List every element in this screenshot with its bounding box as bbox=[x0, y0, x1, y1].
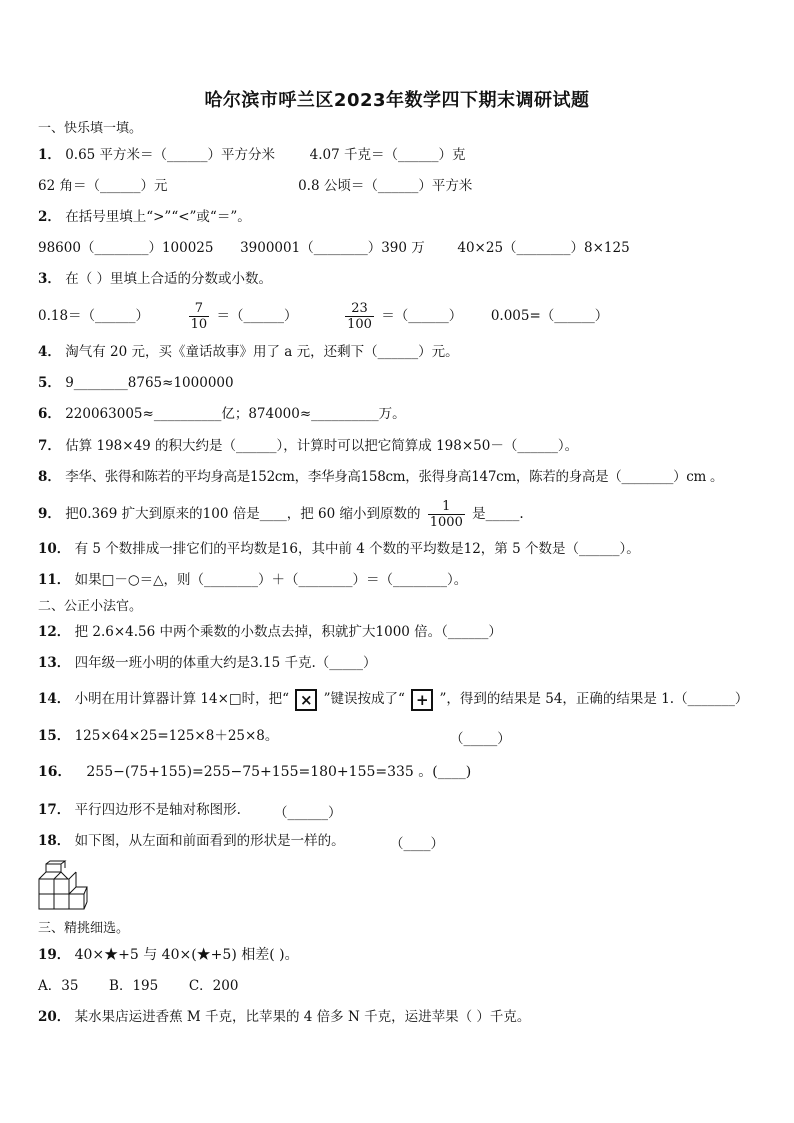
question-number: 1． bbox=[38, 147, 61, 163]
question-12-text: 把 2.6×4.56 中两个乘数的小数点去掉，积就扩大1000 倍。（______） bbox=[74, 624, 502, 640]
fraction-denominator: 10 bbox=[190, 317, 208, 332]
fraction-denominator: 1000 bbox=[429, 515, 463, 530]
question-1-part-d: 0.8 公顷＝（______）平方米 bbox=[298, 178, 473, 194]
question-number: 14． bbox=[38, 691, 71, 707]
question-5-text: 9________8765≈1000000 bbox=[65, 375, 234, 391]
fraction-numerator: 23 bbox=[351, 301, 368, 316]
question-17 bbox=[38, 801, 241, 819]
question-12 bbox=[38, 623, 502, 641]
question-2-text: 在括号里填上“>”“<”或“＝”。 bbox=[65, 209, 251, 225]
page-title: 哈尔滨市呼兰区2023年数学四下期末调研试题 bbox=[204, 90, 590, 111]
question-4-text: 淘气有 20 元，买《童话故事》用了 a 元，还剩下（______）元。 bbox=[65, 344, 459, 360]
question-20 bbox=[38, 1008, 530, 1026]
question-2-item-c: 40×25（________）8×125 bbox=[457, 240, 630, 256]
question-10-text: 有 5 个数排成一排它们的平均数是16，其中前 4 个数的平均数是12，第 5 个数是（______）。 bbox=[74, 541, 640, 557]
question-3-item-d: 0.005=（______） bbox=[490, 308, 609, 324]
question-3-item-c: ＝（______） bbox=[381, 308, 463, 324]
question-17-answer-blank: （______） bbox=[274, 805, 342, 821]
fraction-numerator: 1 bbox=[442, 499, 451, 514]
question-13 bbox=[38, 654, 376, 672]
question-2-item-b: 3900001（________）390 万 bbox=[240, 240, 425, 256]
question-14-part-b: ”键误按成了“ bbox=[323, 691, 405, 707]
question-5 bbox=[38, 374, 234, 392]
question-3-text: 在（ ）里填上合适的分数或小数。 bbox=[65, 271, 272, 287]
question-18-answer-blank: （____） bbox=[390, 836, 444, 852]
question-number: 3． bbox=[38, 271, 61, 287]
question-2-items bbox=[38, 239, 630, 257]
question-8-text: 李华、张得和陈若的平均身高是152cm，李华身高158cm，张得身高147cm，陈若的身高是（________）cm 。 bbox=[65, 469, 724, 485]
question-number: 10． bbox=[38, 541, 71, 557]
question-4 bbox=[38, 343, 459, 361]
fraction-23-100 bbox=[345, 301, 374, 332]
fraction-7-10 bbox=[189, 301, 210, 332]
question-16 bbox=[38, 763, 471, 781]
question-9 bbox=[38, 494, 524, 534]
option-c: C．200 bbox=[188, 978, 239, 994]
question-number: 12． bbox=[38, 624, 71, 640]
question-6-text: 220063005≈__________亿；874000≈__________万。 bbox=[65, 406, 406, 422]
question-number: 20． bbox=[38, 1009, 71, 1025]
question-11-text: 如果□－○＝△，则（________）＋（________）＝（________）。 bbox=[74, 572, 468, 588]
section-heading-3: 三、精挑细选。 bbox=[38, 921, 130, 936]
question-14-part-c: ”，得到的结果是 54，正确的结果是 1.（_______） bbox=[439, 691, 749, 707]
option-a: A．35 bbox=[38, 978, 79, 994]
question-6 bbox=[38, 405, 406, 423]
stacked-cubes-figure bbox=[38, 860, 88, 912]
question-11 bbox=[38, 571, 467, 589]
question-15-answer-blank: （_____） bbox=[450, 731, 511, 747]
question-number: 15． bbox=[38, 728, 71, 744]
question-19-text: 40×★+5 与 40×(★+5) 相差( )。 bbox=[74, 947, 299, 963]
question-15-text: 125×64×25=125×8＋25×8。 bbox=[74, 728, 279, 744]
question-15 bbox=[38, 727, 278, 745]
fraction-denominator: 100 bbox=[347, 317, 372, 332]
question-18-text: 如下图，从左面和前面看到的形状是一样的。 bbox=[74, 833, 345, 849]
question-number: 6． bbox=[38, 406, 61, 422]
question-number: 18． bbox=[38, 833, 71, 849]
plus-key-icon: + bbox=[411, 689, 433, 711]
question-18 bbox=[38, 832, 345, 850]
question-3 bbox=[38, 270, 272, 288]
question-number: 16． bbox=[38, 764, 72, 780]
question-1-part-b: 4.07 千克＝（______）克 bbox=[309, 147, 466, 163]
question-1-row-1 bbox=[38, 146, 466, 164]
question-1-row-2 bbox=[38, 177, 472, 195]
multiply-key-icon: × bbox=[295, 689, 317, 711]
question-number: 19． bbox=[38, 947, 71, 963]
question-number: 13． bbox=[38, 655, 71, 671]
fraction-numerator: 7 bbox=[194, 301, 204, 316]
option-b: B．195 bbox=[109, 978, 159, 994]
question-19 bbox=[38, 946, 299, 964]
question-number: 9． bbox=[38, 506, 61, 522]
question-3-items bbox=[38, 296, 608, 336]
fraction-1-1000 bbox=[428, 499, 465, 530]
question-number: 7． bbox=[38, 438, 61, 454]
section-heading-2: 二、公正小法官。 bbox=[38, 599, 143, 614]
question-20-text: 某水果店运进香蕉 M 千克，比苹果的 4 倍多 N 千克，运进苹果（ ）千克。 bbox=[74, 1009, 531, 1025]
question-number: 5． bbox=[38, 375, 61, 391]
question-3-item-a: 0.18＝（______） bbox=[38, 308, 150, 324]
question-14-part-a: 小明在用计算器计算 14×□时，把“ bbox=[74, 691, 290, 707]
question-9-part-b: 是_____. bbox=[472, 506, 524, 522]
question-16-expression: 255−(75+155)=255−75+155=180+155=335 bbox=[86, 764, 414, 780]
question-number: 8． bbox=[38, 469, 61, 485]
question-1-part-a: 0.65 平方米＝（______）平方分米 bbox=[65, 147, 276, 163]
question-number: 17． bbox=[38, 802, 71, 818]
question-19-options bbox=[38, 977, 238, 995]
question-3-item-b: ＝（______） bbox=[216, 308, 298, 324]
question-17-text: 平行四边形不是轴对称图形. bbox=[74, 802, 241, 818]
question-14 bbox=[38, 687, 748, 711]
question-7-text: 估算 198×49 的积大约是（______），计算时可以把它简算成 198×50－（______）。 bbox=[65, 438, 579, 454]
question-16-answer-blank: 。(____) bbox=[418, 764, 472, 780]
question-7 bbox=[38, 437, 578, 455]
question-1-part-c: 62 角＝（______）元 bbox=[38, 178, 168, 194]
question-number: 4． bbox=[38, 344, 61, 360]
question-10 bbox=[38, 540, 640, 558]
question-13-text: 四年级一班小明的体重大约是3.15 千克.（_____） bbox=[74, 655, 377, 671]
question-8 bbox=[38, 468, 723, 486]
section-heading-1: 一、快乐填一填。 bbox=[38, 121, 143, 136]
question-2 bbox=[38, 208, 251, 226]
question-2-item-a: 98600（________）100025 bbox=[38, 240, 214, 256]
question-number: 2． bbox=[38, 209, 61, 225]
question-9-part-a: 把0.369 扩大到原来的100 倍是____，把 60 缩小到原数的 bbox=[65, 506, 421, 522]
question-number: 11． bbox=[38, 572, 71, 588]
